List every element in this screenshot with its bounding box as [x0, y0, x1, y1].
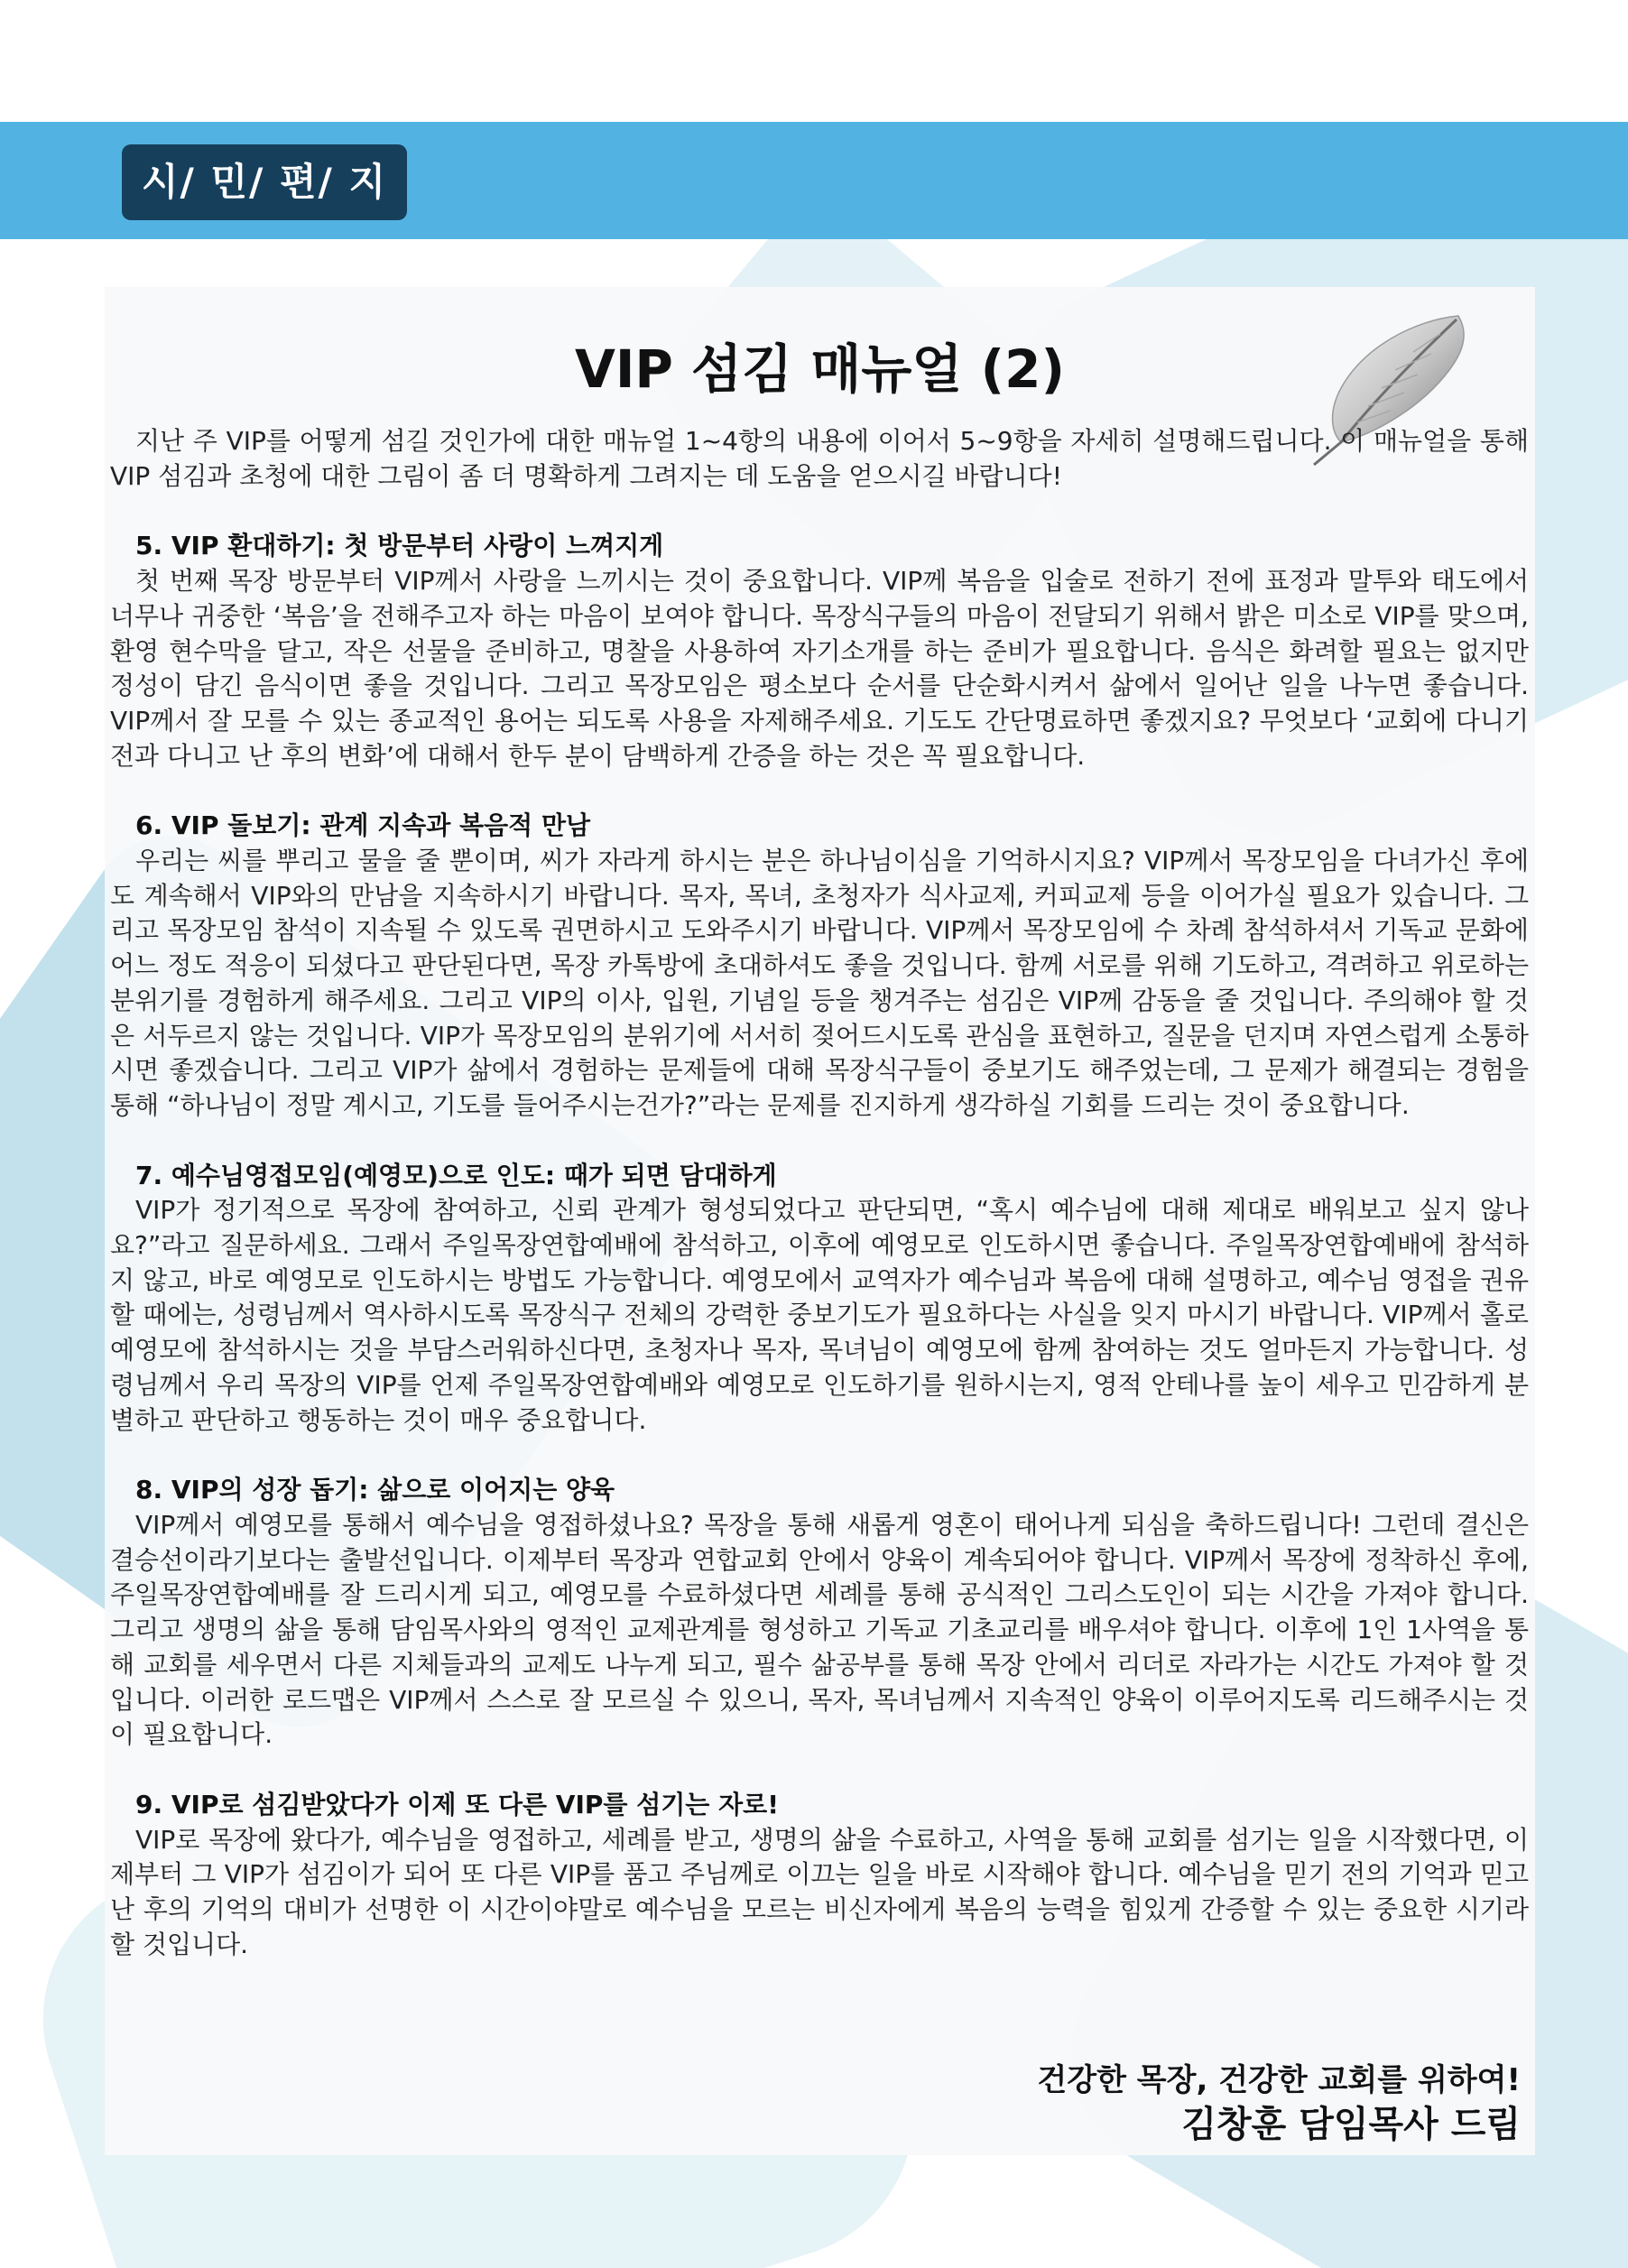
section-6 [110, 809, 1529, 1123]
section-9 [110, 1788, 1529, 1963]
section-heading: 6. VIP 돌보기: 관계 지속과 복음적 만남 [135, 810, 591, 841]
closing-signature [1037, 2060, 1521, 2148]
section-heading: 9. VIP로 섬김받았다가 이제 또 다른 VIP를 섬기는 자로! [135, 1789, 779, 1819]
closing-slogan: 건강한 목장, 건강한 교회를 위하여! [1037, 2062, 1521, 2098]
section-8 [110, 1473, 1529, 1753]
section-7 [110, 1159, 1529, 1439]
article-body [110, 424, 1529, 1962]
section-tag: 시/ 민/ 편/ 지 [122, 144, 407, 220]
intro-paragraph: 지난 주 VIP를 어떻게 섬길 것인가에 대한 매뉴얼 1~4항의 내용에 이어서 5~9항을 자세히 설명해드립니다. 이 매뉴얼을 통해 VIP 섬김과 초청에 대한 그림이 좀 더 명확하게 그려지는 데 도움을 얻으시길 바랍니다! [110, 426, 1529, 491]
section-paragraph: VIP께서 예영모를 통해서 예수님을 영접하셨나요? 목장을 통해 새롭게 영혼이 태어나게 되심을 축하드립니다! 그런데 결신은 결승선이라기보다는 출발선입니다. 이제부터 목장과 연합교회 안에서 양육이 계속되어야 합니다. VIP께서 목장에 정착하신 후에, 주일목장연합예배를 잘 드리시게 되고, 예영모를 수료하셨다면 세례를 통해 공식적인 그리스도인이 되는 시간을 가져야 합니다. 그리고 생명의 삶을 통해 담임목사와의 영적인 교제관계를 형성하고 기독교 기초교리를 배우셔야 합니다. 이후에 1인 1사역을 통해 교회를 세우면서 다른 지체들과의 교제도 나누게 되고, 필수 삶공부를 통해 목장 안에서 리더로 자라가는 시간도 가져야 할 것입니다. 이러한 로드맵은 VIP께서 스스로 잘 모르실 수 있으니, 목자, 목녀님께서 지속적인 양육이 이루어지도록 리드해주시는 것이 필요합니다. [110, 1509, 1529, 1750]
section-paragraph: VIP로 목장에 왔다가, 예수님을 영접하고, 세례를 받고, 생명의 삶을 수료하고, 사역을 통해 교회를 섬기는 일을 시작했다면, 이제부터 그 VIP가 섬김이가 되어 또 다른 VIP를 품고 주님께로 이끄는 일을 바로 시작해야 합니다. 예수님을 믿기 전의 기억과 믿고 난 후의 기억의 대비가 선명한 이 시간이야말로 예수님을 모르는 비신자에게 복음의 능력을 힘있게 간증할 수 있는 중요한 시기라 할 것입니다. [110, 1824, 1529, 1959]
article-title: VIP 섬김 매뉴얼 (2) [574, 338, 1066, 400]
section-heading: 8. VIP의 성장 돕기: 삶으로 이어지는 양육 [135, 1475, 615, 1505]
section-heading: 7. 예수님영접모임(예영모)으로 인도: 때가 되면 담대하게 [135, 1160, 777, 1190]
section-paragraph: 우리는 씨를 뿌리고 물을 줄 뿐이며, 씨가 자라게 하시는 분은 하나님이심을 기억하시지요? VIP께서 목장모임을 다녀가신 후에도 계속해서 VIP와의 만남을 지속하시기 바랍니다. 목자, 목녀, 초청자가 식사교제, 커피교제 등을 이어가실 필요가 있습니다. 그리고 목장모임 참석이 지속될 수 있도록 권면하시고 도와주시기 바랍니다. VIP께서 목장모임에 수 차례 참석하셔서 기독교 문화에 어느 정도 적응이 되셨다고 판단된다면, 목장 카톡방에 초대하셔도 좋을 것입니다. 함께 서로를 위해 기도하고, 격려하고 위로하는 분위기를 경험하게 해주세요. 그리고 VIP의 이사, 입원, 기념일 등을 챙겨주는 섬김은 VIP께 감동을 줄 것입니다. 주의해야 할 것은 서두르지 않는 것입니다. VIP가 목장모임의 분위기에 서서히 젖어드시도록 관심을 표현하고, 질문을 던지며 자연스럽게 소통하시면 좋겠습니다. 그리고 VIP가 삶에서 경험하는 문제들에 대해 목장식구들이 중보기도 해주었는데, 그 문제가 해결되는 경험을 통해 “하나님이 정말 계시고, 기도를 들어주시는건가?”라는 문제를 진지하게 생각하실 기회를 드리는 것이 중요합니다. [110, 846, 1530, 1120]
section-paragraph: 첫 번째 목장 방문부터 VIP께서 사랑을 느끼시는 것이 중요합니다. VIP께 복음을 입술로 전하기 전에 표정과 말투와 태도에서 너무나 귀중한 ‘복음’을 전해주고자 하는 마음이 보여야 합니다. 목장식구들의 마음이 전달되기 위해서 밝은 미소로 VIP를 맞으며, 환영 현수막을 달고, 작은 선물을 준비하고, 명찰을 사용하여 자기소개를 하는 준비가 필요합니다. 음식은 화려할 필요는 없지만 정성이 담긴 음식이면 좋을 것입니다. 그리고 목장모임은 평소보다 순서를 단순화시켜서 삶에서 일어난 일을 나누면 좋습니다. VIP께서 잘 모를 수 있는 종교적인 용어는 되도록 사용을 자제해주세요. 기도도 간단명료하면 좋겠지요? 무엇보다 ‘교회에 다니기 전과 다니고 난 후의 변화’에 대해서 한두 분이 담백하게 간증을 하는 것은 꼭 필요합니다. [110, 566, 1529, 771]
section-paragraph: VIP가 정기적으로 목장에 참여하고, 신뢰 관계가 형성되었다고 판단되면, “혹시 예수님에 대해 제대로 배워보고 싶지 않나요?”라고 질문하세요. 그래서 주일목장연합예배에 참석하고, 이후에 예영모로 인도하시면 좋습니다. 주일목장연합예배에 참석하지 않고, 바로 예영모로 인도하시는 방법도 가능합니다. 예영모에서 교역자가 예수님과 복음에 대해 설명하고, 예수님 영접을 권유할 때에는, 성령님께서 역사하시도록 목장식구 전체의 강력한 중보기도가 필요하다는 사실을 잊지 마시기 바랍니다. VIP께서 홀로 예영모에 참석하시는 것을 부담스러워하신다면, 초청자나 목자, 목녀님이 예영모에 함께 참여하는 것도 얼마든지 가능합니다. 성령님께서 우리 목장의 VIP를 언제 주일목장연합예배와 예영모로 인도하기를 원하시는지, 영적 안테나를 높이 세우고 민감하게 분별하고 판단하고 행동하는 것이 매우 중요합니다. [110, 1195, 1529, 1435]
section-5 [110, 529, 1529, 773]
section-heading: 5. VIP 환대하기: 첫 방문부터 사랑이 느껴지게 [135, 531, 664, 561]
closing-signer: 김창훈 담임목사 드림 [1181, 2104, 1521, 2145]
letter-panel [105, 287, 1535, 2155]
